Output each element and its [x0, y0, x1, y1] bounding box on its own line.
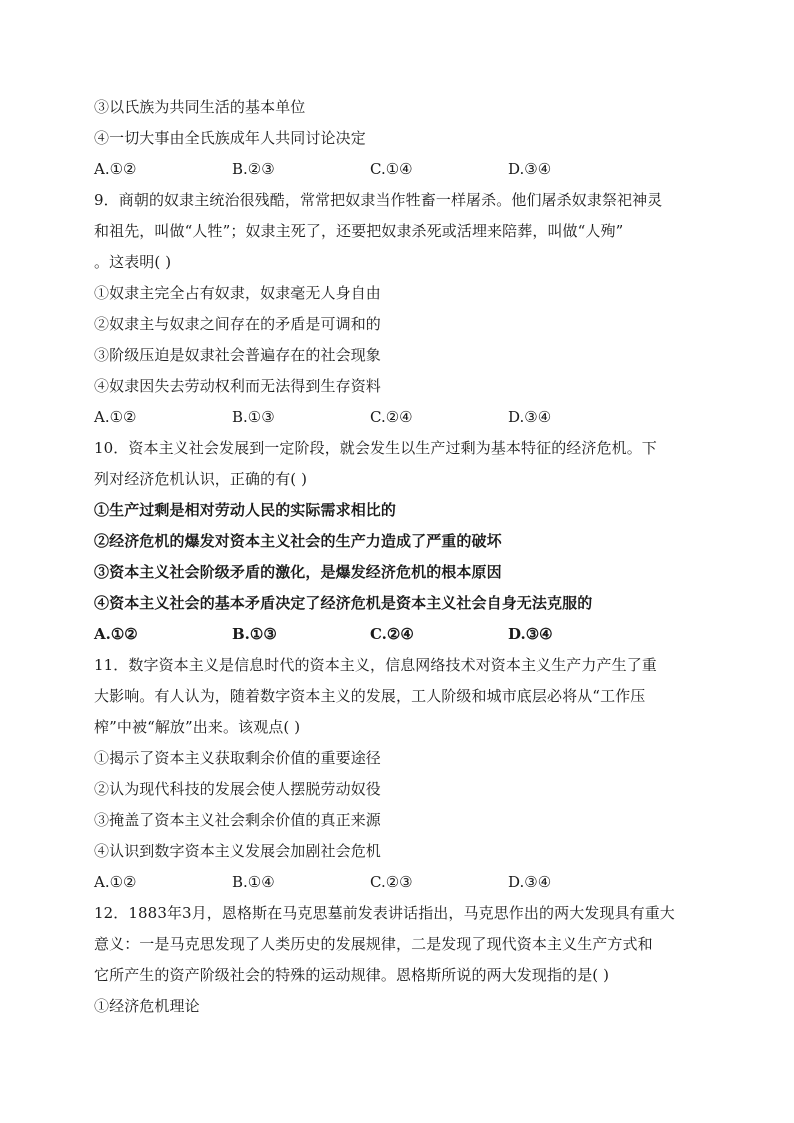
q12-stem-line-2: 意义：一是马克思发现了人类历史的发展规律，二是发现了现代资本主义生产方式和 — [94, 935, 653, 953]
q8-option-a: A.①② — [94, 160, 137, 178]
q11-stem-line-2: 大影响。有人认为，随着数字资本主义的发展，工人阶级和城市底层必将从“工作压 — [94, 687, 646, 705]
q10-stem-line-2: 列对经济危机认识，正确的有( ) — [94, 470, 308, 488]
q12-item-1: ①经济危机理论 — [94, 997, 200, 1015]
q12-stem-line-3: 它所产生的资产阶级社会的特殊的运动规律。恩格斯所说的两大发现指的是( ) — [94, 966, 610, 984]
q10-option-b: B.①③ — [232, 625, 277, 643]
q9-option-b: B.①③ — [232, 408, 275, 426]
q10-item-3: ③资本主义社会阶级矛盾的激化，是爆发经济危机的根本原因 — [94, 563, 502, 581]
q10-option-a: A.①② — [94, 625, 138, 643]
q8-option-c: C.①④ — [370, 160, 413, 178]
q12-stem-line-1: 12．1883年3月，恩格斯在马克思墓前发表讲话指出，马克思作出的两大发现具有重大 — [94, 904, 675, 922]
q8-item-3: ③以氏族为共同生活的基本单位 — [94, 98, 306, 116]
q11-item-4: ④认识到数字资本主义发展会加剧社会危机 — [94, 842, 381, 860]
q9-options — [94, 402, 706, 433]
q10-item-1: ①生产过剩是相对劳动人民的实际需求相比的 — [94, 501, 397, 519]
exam-page — [94, 92, 706, 1022]
q9-item-4: ④奴隶因失去劳动权利而无法得到生存资料 — [94, 377, 381, 395]
q10-option-c: C.②④ — [370, 625, 414, 643]
q9-option-c: C.②④ — [370, 408, 413, 426]
q8-option-d: D.③④ — [508, 160, 552, 178]
q11-stem-line-1: 11．数字资本主义是信息时代的资本主义，信息网络技术对资本主义生产力产生了重 — [94, 656, 657, 674]
q9-stem-line-3: 。这表明( ) — [94, 253, 172, 271]
q10-option-d: D.③④ — [508, 625, 553, 643]
q11-option-a: A.①② — [94, 873, 137, 891]
q11-option-b: B.①④ — [232, 873, 275, 891]
q9-option-a: A.①② — [94, 408, 137, 426]
q8-options — [94, 154, 706, 185]
q9-stem-line-2: 和祖先，叫做“人牲”；奴隶主死了，还要把奴隶杀死或活埋来陪葬，叫做“人殉” — [94, 222, 624, 240]
q9-stem-line-1: 9．商朝的奴隶主统治很残酷，常常把奴隶当作牲畜一样屠杀。他们屠杀奴隶祭祀神灵 — [94, 191, 663, 209]
q11-option-c: C.②③ — [370, 873, 413, 891]
q11-options — [94, 867, 706, 898]
q11-stem-line-3: 榨”中被“解放”出来。该观点( ) — [94, 718, 301, 736]
q9-item-3: ③阶级压迫是奴隶社会普遍存在的社会现象 — [94, 346, 381, 364]
q9-item-1: ①奴隶主完全占有奴隶，奴隶毫无人身自由 — [94, 284, 381, 302]
q11-item-2: ②认为现代科技的发展会使人摆脱劳动奴役 — [94, 780, 381, 798]
q11-item-3: ③掩盖了资本主义社会剩余价值的真正来源 — [94, 811, 381, 829]
q9-item-2: ②奴隶主与奴隶之间存在的矛盾是可调和的 — [94, 315, 381, 333]
q8-item-4: ④一切大事由全氏族成年人共同讨论决定 — [94, 129, 366, 147]
q11-option-d: D.③④ — [508, 873, 552, 891]
q10-item-4: ④资本主义社会的基本矛盾决定了经济危机是资本主义社会自身无法克服的 — [94, 594, 593, 612]
q10-item-2: ②经济危机的爆发对资本主义社会的生产力造成了严重的破坏 — [94, 532, 502, 550]
q8-option-b: B.②③ — [232, 160, 275, 178]
q10-stem-line-1: 10．资本主义社会发展到一定阶段，就会发生以生产过剩为基本特征的经济危机。下 — [94, 439, 657, 457]
q9-option-d: D.③④ — [508, 408, 552, 426]
q10-options — [94, 619, 706, 650]
q11-item-1: ①揭示了资本主义获取剩余价值的重要途径 — [94, 749, 381, 767]
